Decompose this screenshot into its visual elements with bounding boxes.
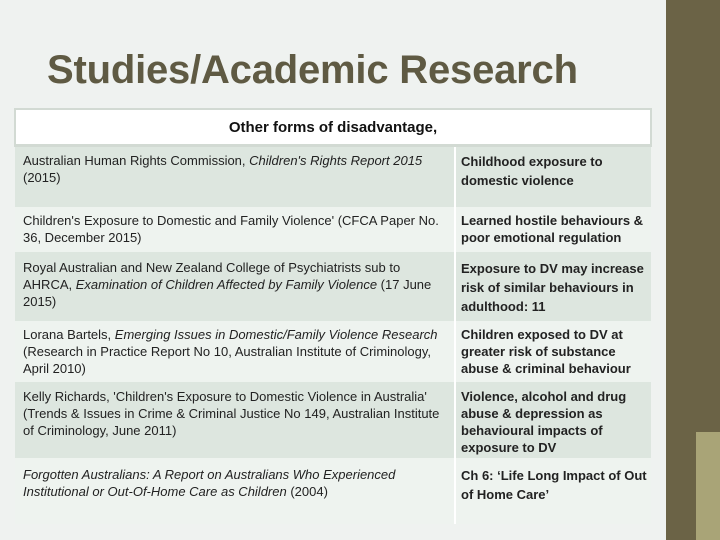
slide-title: Studies/Academic Research <box>47 48 578 92</box>
table-row <box>15 146 651 208</box>
finding-cell: Exposure to DV may increase risk of similar behaviours in adulthood: 11 <box>455 252 651 321</box>
source-title-text: Emerging Issues in Domestic/Family Violence Research <box>114 327 438 342</box>
source-title-text: Forgotten Australians: A Report on Australians Who Experienced Institutional or Out-Of-Home Care as Children <box>23 467 396 499</box>
source-title-text: Children's Rights Report 2015 <box>249 153 423 168</box>
source-text: Kelly Richards, 'Children's Exposure to Domestic Violence in Australia' (Trends & Issues in Crime & Criminal Justice No 149, Australian Institute of Criminology, June 2011) <box>23 389 440 438</box>
research-table <box>14 108 652 524</box>
source-text: Children's Exposure to Domestic and Family Violence' (CFCA Paper No. 36, December 2015) <box>23 213 439 245</box>
source-cell <box>15 458 455 524</box>
table-row <box>15 321 651 382</box>
source-text: (Research in Practice Report No 10, Australian Institute of Criminology, April 2010) <box>23 344 431 376</box>
source-title-text: Examination of Children Affected by Family Violence <box>75 277 378 292</box>
table-row <box>15 382 651 458</box>
finding-cell: Childhood exposure to domestic violence <box>455 146 651 208</box>
source-text: (2015) <box>23 170 61 185</box>
table-header: Other forms of disadvantage, <box>15 109 651 146</box>
source-text: (2004) <box>286 484 328 499</box>
finding-cell: Learned hostile behaviours & poor emotional regulation <box>455 207 651 252</box>
finding-cell: Ch 6: ‘Life Long Impact of Out of Home Care’ <box>455 458 651 524</box>
source-cell <box>15 382 455 458</box>
source-cell <box>15 321 455 382</box>
source-cell <box>15 252 455 321</box>
table-row <box>15 458 651 524</box>
finding-cell: Violence, alcohol and drug abuse & depression as behavioural impacts of exposure to DV <box>455 382 651 458</box>
source-text: (17 June 2015) <box>23 277 432 309</box>
source-text: Lorana Bartels, <box>23 327 115 342</box>
source-cell <box>15 207 455 252</box>
table-row <box>15 252 651 321</box>
finding-cell: Children exposed to DV at greater risk of substance abuse & criminal behaviour <box>455 321 651 382</box>
table-row <box>15 207 651 252</box>
source-text: Royal Australian and New Zealand College of Psychiatrists sub to AHRCA, <box>23 260 401 292</box>
source-text: Australian Human Rights Commission, <box>23 153 250 168</box>
source-cell <box>15 146 455 208</box>
decorative-sidebar-accent <box>696 432 720 540</box>
